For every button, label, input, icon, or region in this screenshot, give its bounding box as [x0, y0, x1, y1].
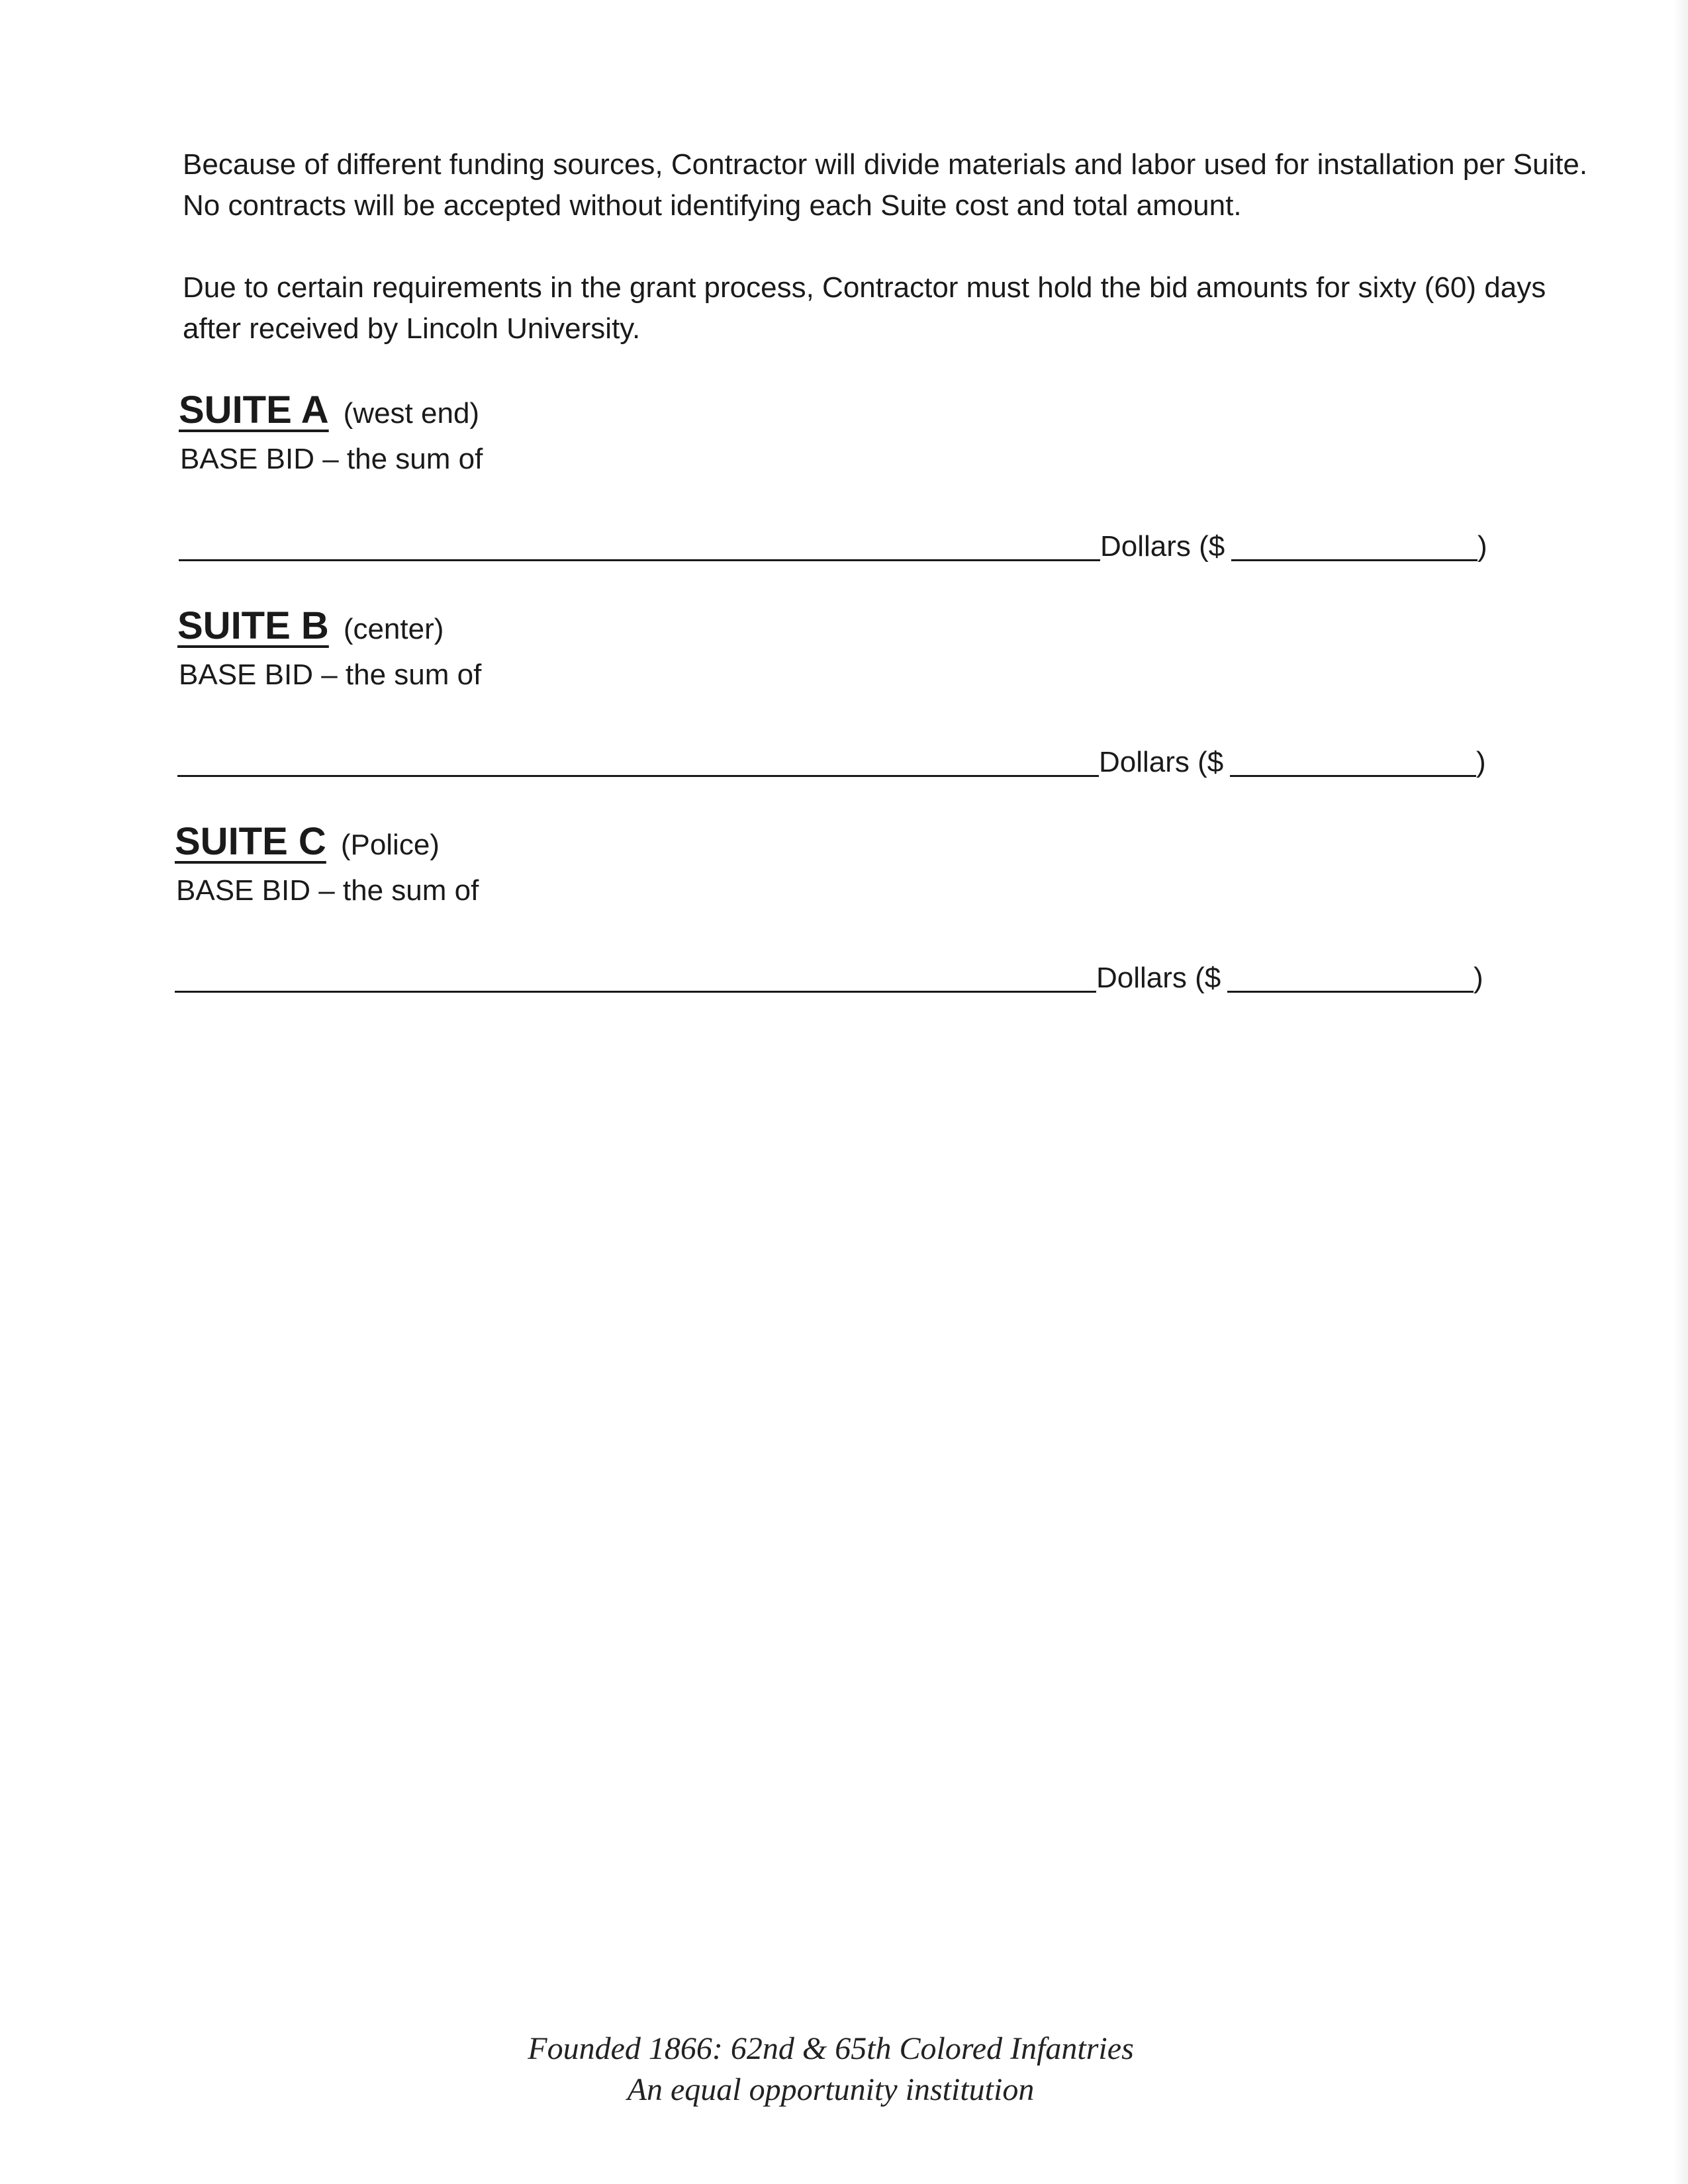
footer-equal-opportunity-line: An equal opportunity institution: [627, 2072, 1035, 2107]
suite-a-amount-words-field[interactable]: [179, 559, 1100, 561]
suite-b-amount-words-field[interactable]: [177, 775, 1099, 777]
footer-founded-line: Founded 1866: 62nd & 65th Colored Infantries: [528, 2031, 1134, 2066]
suite-b-amount-row: [177, 736, 1488, 782]
page-edge-shadow: [1673, 0, 1688, 2184]
suite-b-heading: [177, 606, 444, 649]
suite-c-dollars-label: Dollars ($: [1096, 962, 1221, 994]
suite-c-amount-number-field[interactable]: [1227, 991, 1474, 993]
suite-b-note: (center): [343, 613, 444, 645]
suite-c-base-bid-label: BASE BID – the sum of: [176, 874, 479, 907]
suite-c-amount-row: [175, 952, 1485, 998]
suite-b-close-paren: ): [1476, 746, 1486, 778]
suite-b-base-bid-label: BASE BID – the sum of: [179, 659, 482, 691]
suite-c-close-paren: ): [1474, 962, 1483, 994]
suite-a-base-bid-label: BASE BID – the sum of: [180, 443, 483, 475]
suite-b-dollars-label: Dollars ($: [1099, 746, 1224, 778]
intro-paragraph-funding: Because of different funding sources, Contractor will divide materials and labor used for installation per Suite. No contracts will be accepted without identifying each Suite cost and total amount.: [183, 148, 1588, 222]
suite-c-heading: [175, 822, 440, 865]
suite-c-amount-words-field[interactable]: [175, 991, 1096, 993]
suite-b-amount-number-field[interactable]: [1230, 775, 1476, 777]
suite-a-close-paren: ): [1477, 530, 1487, 563]
suite-a-dollars-label: Dollars ($: [1100, 530, 1225, 563]
intro-paragraph-hold-bid: Due to certain requirements in the grant process, Contractor must hold the bid amounts for sixty (60) days after received by Lincoln University.: [183, 271, 1546, 345]
suite-a-note: (west end): [343, 397, 480, 430]
suite-c-note: (Police): [340, 829, 440, 861]
suite-c-title: SUITE C: [175, 820, 326, 863]
suite-a-title: SUITE A: [179, 388, 329, 432]
suite-a-amount-number-field[interactable]: [1231, 559, 1477, 561]
suite-b-title: SUITE B: [177, 604, 329, 647]
suite-a-heading: [179, 390, 479, 433]
suite-a-amount-row: [179, 520, 1489, 567]
